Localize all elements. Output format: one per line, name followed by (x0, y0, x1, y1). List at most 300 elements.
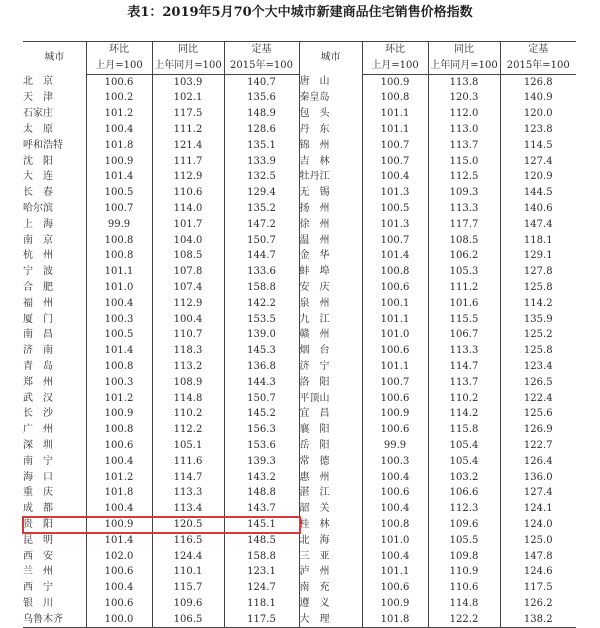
city-name: 安 庆 (299, 280, 362, 296)
table-row (23, 264, 576, 280)
mom-value: 100.4 (86, 296, 152, 312)
yoy-value: 101.7 (152, 217, 224, 233)
table-row (23, 580, 576, 596)
yoy-value: 110.7 (152, 327, 224, 343)
yoy-value: 104.0 (152, 233, 224, 249)
mom-value: 101.0 (362, 327, 428, 343)
city-name: 贵 阳 (23, 518, 53, 530)
yoy-value: 103.9 (152, 74, 224, 90)
base-value: 127.4 (500, 485, 576, 501)
table-row (23, 343, 576, 359)
mom-value: 100.8 (362, 517, 428, 533)
mom-value: 101.4 (362, 248, 428, 264)
base-value: 135.6 (224, 90, 299, 106)
mom-value: 100.4 (362, 169, 428, 185)
yoy-value: 105.1 (152, 438, 224, 454)
base-value: 120.0 (500, 106, 576, 122)
yoy-value: 113.8 (428, 74, 500, 90)
city-name: 济 南 (23, 345, 53, 357)
mom-value: 100.8 (362, 264, 428, 280)
base-value: 124.7 (224, 580, 299, 596)
city-name: 包 头 (299, 106, 362, 122)
city-name: 秦皇岛 (299, 90, 362, 106)
mom-value: 101.2 (86, 470, 152, 486)
table-row (23, 501, 576, 517)
base-value: 122.7 (500, 438, 576, 454)
base-value: 148.8 (224, 485, 299, 501)
table-row (23, 564, 576, 580)
city-name: 洛 阳 (299, 375, 362, 391)
yoy-value: 111.6 (152, 454, 224, 470)
city-name: 南 宁 (23, 455, 53, 467)
header-city-left: 城市 (23, 42, 86, 75)
yoy-value: 113.4 (152, 501, 224, 517)
mom-value: 100.3 (362, 454, 428, 470)
yoy-value: 110.1 (152, 564, 224, 580)
city-name: 昆 明 (23, 534, 53, 546)
mom-value: 100.8 (86, 233, 152, 249)
city-name: 郑 州 (23, 376, 53, 388)
header-base-left: 定基 (224, 42, 299, 58)
yoy-value: 110.2 (152, 406, 224, 422)
yoy-value: 109.8 (428, 549, 500, 565)
mom-value: 100.6 (362, 343, 428, 359)
base-value: 153.5 (224, 312, 299, 328)
mom-value: 101.1 (362, 106, 428, 122)
base-value: 143.2 (224, 470, 299, 486)
mom-value: 101.3 (362, 185, 428, 201)
base-value: 124.6 (500, 564, 576, 580)
mom-value: 101.4 (86, 533, 152, 549)
city-name: 海 口 (23, 471, 53, 483)
city-name: 遵 义 (299, 596, 362, 612)
base-value: 124.0 (500, 517, 576, 533)
base-value: 135.2 (224, 201, 299, 217)
mom-value: 100.4 (86, 122, 152, 138)
base-value: 156.3 (224, 422, 299, 438)
table-row (23, 454, 576, 470)
base-value: 136.0 (500, 470, 576, 486)
table-row (23, 74, 576, 90)
yoy-value: 113.3 (152, 485, 224, 501)
table-row (23, 438, 576, 454)
base-value: 135.9 (500, 312, 576, 328)
base-value: 150.7 (224, 233, 299, 249)
table-row (23, 549, 576, 565)
mom-value: 100.1 (362, 296, 428, 312)
city-name: 桂 林 (299, 517, 362, 533)
base-value: 125.8 (500, 280, 576, 296)
mom-value: 100.4 (362, 501, 428, 517)
yoy-value: 120.3 (428, 90, 500, 106)
yoy-value: 115.7 (152, 580, 224, 596)
yoy-value: 118.3 (152, 343, 224, 359)
table-row (23, 359, 576, 375)
base-value: 147.4 (500, 217, 576, 233)
mom-value: 100.2 (86, 90, 152, 106)
base-value: 124.1 (500, 501, 576, 517)
mom-value: 100.9 (362, 596, 428, 612)
yoy-value: 117.5 (152, 106, 224, 122)
mom-value: 101.2 (86, 391, 152, 407)
city-name: 大 理 (299, 612, 362, 628)
mom-value: 101.1 (86, 264, 152, 280)
mom-value: 100.9 (362, 74, 428, 90)
subheader-yoy-right: 上年同月=100 (428, 58, 500, 74)
mom-value: 100.7 (362, 138, 428, 154)
city-name: 上 海 (23, 218, 53, 230)
mom-value: 101.1 (362, 564, 428, 580)
base-value: 145.2 (224, 406, 299, 422)
base-value: 148.9 (224, 106, 299, 122)
city-name: 银 川 (23, 597, 53, 609)
yoy-value: 113.7 (428, 375, 500, 391)
yoy-value: 114.8 (152, 391, 224, 407)
yoy-value: 108.5 (428, 233, 500, 249)
table-row (23, 375, 576, 391)
mom-value: 100.9 (86, 154, 152, 170)
base-value: 139.0 (224, 327, 299, 343)
city-name: 襄 阳 (299, 422, 362, 438)
base-value: 144.5 (500, 185, 576, 201)
mom-value: 100.3 (86, 312, 152, 328)
city-name: 惠 州 (299, 470, 362, 486)
mom-value: 101.8 (86, 138, 152, 154)
yoy-value: 107.4 (152, 280, 224, 296)
mom-value: 100.4 (362, 470, 428, 486)
yoy-value: 108.5 (152, 248, 224, 264)
mom-value: 101.1 (362, 122, 428, 138)
table-row (23, 485, 576, 501)
city-name: 南 京 (23, 234, 53, 246)
city-name: 合 肥 (23, 281, 53, 293)
subheader-mom-right: 上月=100 (362, 58, 428, 74)
city-name: 天 津 (23, 92, 53, 104)
yoy-value: 112.9 (152, 169, 224, 185)
city-name: 石家庄 (23, 108, 53, 120)
city-name: 常 德 (299, 454, 362, 470)
table-row (23, 90, 576, 106)
city-name: 烟 台 (299, 343, 362, 359)
yoy-value: 112.0 (428, 106, 500, 122)
mom-value: 100.5 (86, 185, 152, 201)
base-value: 126.5 (500, 375, 576, 391)
yoy-value: 115.8 (428, 422, 500, 438)
city-name: 宁 波 (23, 266, 53, 278)
yoy-value: 108.9 (152, 375, 224, 391)
yoy-value: 114.0 (152, 201, 224, 217)
mom-value: 100.8 (362, 90, 428, 106)
city-name: 韶 关 (299, 501, 362, 517)
city-name: 三 亚 (299, 549, 362, 565)
yoy-value: 110.9 (428, 564, 500, 580)
yoy-value: 112.3 (428, 501, 500, 517)
city-name: 北 海 (299, 533, 362, 549)
mom-value: 100.6 (362, 422, 428, 438)
mom-value: 100.4 (86, 580, 152, 596)
yoy-value: 114.8 (428, 596, 500, 612)
table-row (23, 201, 576, 217)
city-name: 岳 阳 (299, 438, 362, 454)
city-name: 成 都 (23, 503, 53, 515)
base-value: 126.2 (500, 596, 576, 612)
base-value: 140.9 (500, 90, 576, 106)
header-mom-right: 环比 (362, 42, 428, 58)
yoy-value: 111.7 (152, 154, 224, 170)
city-name: 沈 阳 (23, 155, 53, 167)
header-base-right: 定基 (500, 42, 576, 58)
base-value: 123.4 (500, 359, 576, 375)
base-value: 128.6 (224, 122, 299, 138)
city-name: 大 连 (23, 171, 53, 183)
yoy-value: 105.4 (428, 438, 500, 454)
city-name: 平顶山 (299, 391, 362, 407)
yoy-value: 112.2 (152, 422, 224, 438)
table-row (23, 470, 576, 486)
yoy-value: 106.7 (428, 327, 500, 343)
table-row (23, 422, 576, 438)
mom-value: 101.4 (86, 343, 152, 359)
base-value: 142.2 (224, 296, 299, 312)
mom-value: 100.8 (86, 422, 152, 438)
yoy-value: 113.7 (428, 138, 500, 154)
city-name: 丹 东 (299, 122, 362, 138)
base-value: 125.8 (500, 343, 576, 359)
mom-value: 101.0 (86, 280, 152, 296)
base-value: 133.6 (224, 264, 299, 280)
base-value: 129.4 (224, 185, 299, 201)
yoy-value: 109.6 (152, 596, 224, 612)
yoy-value: 115.5 (428, 312, 500, 328)
mom-value: 100.7 (362, 154, 428, 170)
yoy-value: 110.6 (152, 185, 224, 201)
base-value: 120.9 (500, 169, 576, 185)
base-value: 123.1 (224, 564, 299, 580)
city-name: 徐 州 (299, 217, 362, 233)
table-row (23, 248, 576, 264)
city-name: 宜 昌 (299, 406, 362, 422)
yoy-value: 101.6 (428, 296, 500, 312)
yoy-value: 105.4 (428, 454, 500, 470)
city-name: 锦 州 (299, 138, 362, 154)
table-row (23, 391, 576, 407)
table-title: 表1：2019年5月70个大中城市新建商品住宅销售价格指数 (127, 5, 473, 20)
base-value: 139.3 (224, 454, 299, 470)
yoy-value: 102.1 (152, 90, 224, 106)
base-value: 118.1 (500, 233, 576, 249)
city-name: 深 圳 (23, 439, 53, 451)
yoy-value: 112.5 (428, 169, 500, 185)
yoy-value: 114.2 (428, 406, 500, 422)
city-name: 呼和浩特 (23, 139, 63, 151)
mom-value: 100.5 (362, 201, 428, 217)
city-name: 吉 林 (299, 154, 362, 170)
mom-value: 100.4 (362, 549, 428, 565)
mom-value: 100.4 (86, 501, 152, 517)
base-value: 147.8 (500, 549, 576, 565)
base-value: 150.7 (224, 391, 299, 407)
city-name: 金 华 (299, 248, 362, 264)
subheader-mom-left: 上月=100 (86, 58, 152, 74)
mom-value: 101.1 (362, 359, 428, 375)
yoy-value: 111.2 (428, 280, 500, 296)
city-name: 扬 州 (299, 201, 362, 217)
yoy-value: 109.6 (428, 517, 500, 533)
city-name: 乌鲁木齐 (23, 612, 86, 628)
mom-value: 100.7 (362, 375, 428, 391)
yoy-value: 116.5 (152, 533, 224, 549)
table-row (23, 312, 576, 328)
mom-value: 100.6 (362, 485, 428, 501)
table-row (23, 122, 576, 138)
mom-value: 100.6 (86, 564, 152, 580)
header-city-right: 城市 (299, 42, 362, 75)
city-name: 长 春 (23, 187, 53, 199)
yoy-value: 113.2 (152, 359, 224, 375)
base-value: 127.8 (500, 264, 576, 280)
base-value: 132.5 (224, 169, 299, 185)
yoy-value: 111.2 (152, 122, 224, 138)
base-value: 158.8 (224, 280, 299, 296)
mom-value: 101.3 (362, 217, 428, 233)
yoy-value: 124.4 (152, 549, 224, 565)
base-value: 127.4 (500, 154, 576, 170)
city-name: 西 安 (23, 550, 53, 562)
mom-value: 101.0 (362, 533, 428, 549)
base-value: 136.8 (224, 359, 299, 375)
base-value: 140.7 (224, 74, 299, 90)
base-value: 117.5 (500, 580, 576, 596)
city-name: 北 京 (23, 76, 53, 88)
subheader-base-right: 2015年=100 (500, 58, 576, 74)
city-name: 牡丹江 (299, 169, 362, 185)
base-value: 117.5 (224, 612, 299, 628)
yoy-value: 113.3 (428, 343, 500, 359)
table-row (23, 217, 576, 233)
mom-value: 100.6 (86, 74, 152, 90)
mom-value: 100.9 (362, 406, 428, 422)
mom-value: 101.4 (86, 169, 152, 185)
yoy-value: 106.6 (428, 485, 500, 501)
city-name: 福 州 (23, 297, 53, 309)
header-yoy-left: 同比 (152, 42, 224, 58)
yoy-value: 121.4 (152, 138, 224, 154)
mom-value: 100.6 (86, 596, 152, 612)
base-value: 133.9 (224, 154, 299, 170)
city-name: 广 州 (23, 424, 53, 436)
city-name: 西 宁 (23, 582, 53, 594)
mom-value: 101.1 (362, 312, 428, 328)
city-name: 无 锡 (299, 185, 362, 201)
mom-value: 100.4 (86, 454, 152, 470)
base-value: 125.0 (500, 533, 576, 549)
yoy-value: 100.4 (152, 312, 224, 328)
yoy-value: 113.3 (428, 201, 500, 217)
mom-value: 100.0 (86, 612, 152, 628)
mom-value: 100.7 (362, 233, 428, 249)
mom-value: 100.6 (362, 280, 428, 296)
city-name: 泸 州 (299, 564, 362, 580)
table-row (23, 327, 576, 343)
base-value: 118.1 (224, 596, 299, 612)
base-value: 145.1 (224, 517, 299, 533)
city-name: 九 江 (299, 312, 362, 328)
subheader-base-left: 2015年=100 (224, 58, 299, 74)
mom-value: 100.5 (86, 327, 152, 343)
yoy-value: 110.2 (428, 391, 500, 407)
yoy-value: 122.2 (428, 612, 500, 628)
city-name: 杭 州 (23, 250, 53, 262)
table-row (23, 596, 576, 612)
base-value: 140.6 (500, 201, 576, 217)
base-value: 148.5 (224, 533, 299, 549)
yoy-value: 105.3 (428, 264, 500, 280)
table-row (23, 169, 576, 185)
city-name: 厦 门 (23, 313, 53, 325)
city-name: 泉 州 (299, 296, 362, 312)
city-name: 长 沙 (23, 408, 53, 420)
mom-value: 101.8 (362, 612, 428, 628)
yoy-value: 109.3 (428, 185, 500, 201)
mom-value: 101.8 (86, 485, 152, 501)
base-value: 126.4 (500, 454, 576, 470)
table-row (23, 233, 576, 249)
base-value: 123.8 (500, 122, 576, 138)
yoy-value: 113.0 (428, 122, 500, 138)
table-row (23, 406, 576, 422)
yoy-value: 110.6 (428, 580, 500, 596)
table-row (23, 185, 576, 201)
city-name: 济 宁 (299, 359, 362, 375)
base-value: 135.1 (224, 138, 299, 154)
city-name: 南 充 (299, 580, 362, 596)
subheader-yoy-left: 上年同月=100 (152, 58, 224, 74)
base-value: 145.3 (224, 343, 299, 359)
table-body (23, 74, 576, 628)
base-value: 126.8 (500, 74, 576, 90)
yoy-value: 106.5 (152, 612, 224, 628)
mom-value: 100.8 (86, 248, 152, 264)
mom-value: 100.3 (86, 375, 152, 391)
base-value: 144.3 (224, 375, 299, 391)
yoy-value: 112.9 (152, 296, 224, 312)
yoy-value: 106.2 (428, 248, 500, 264)
price-index-table (23, 41, 576, 628)
city-name: 青 岛 (23, 360, 53, 372)
city-name: 重 庆 (23, 487, 53, 499)
base-value: 138.2 (500, 612, 576, 628)
table-row (23, 106, 576, 122)
base-value: 125.2 (500, 327, 576, 343)
mom-value: 99.9 (86, 217, 152, 233)
city-name: 唐 山 (299, 74, 362, 90)
mom-value: 100.8 (86, 359, 152, 375)
city-name: 太 原 (23, 123, 53, 135)
city-name: 哈尔滨 (23, 202, 53, 214)
base-value: 153.6 (224, 438, 299, 454)
base-value: 114.5 (500, 138, 576, 154)
mom-value: 99.9 (362, 438, 428, 454)
yoy-value: 117.7 (428, 217, 500, 233)
yoy-value: 115.0 (428, 154, 500, 170)
mom-value: 100.6 (362, 580, 428, 596)
city-name: 蚌 埠 (299, 264, 362, 280)
city-name: 温 州 (299, 233, 362, 249)
base-value: 114.2 (500, 296, 576, 312)
yoy-value: 107.8 (152, 264, 224, 280)
yoy-value: 114.7 (152, 470, 224, 486)
mom-value: 100.9 (86, 406, 152, 422)
